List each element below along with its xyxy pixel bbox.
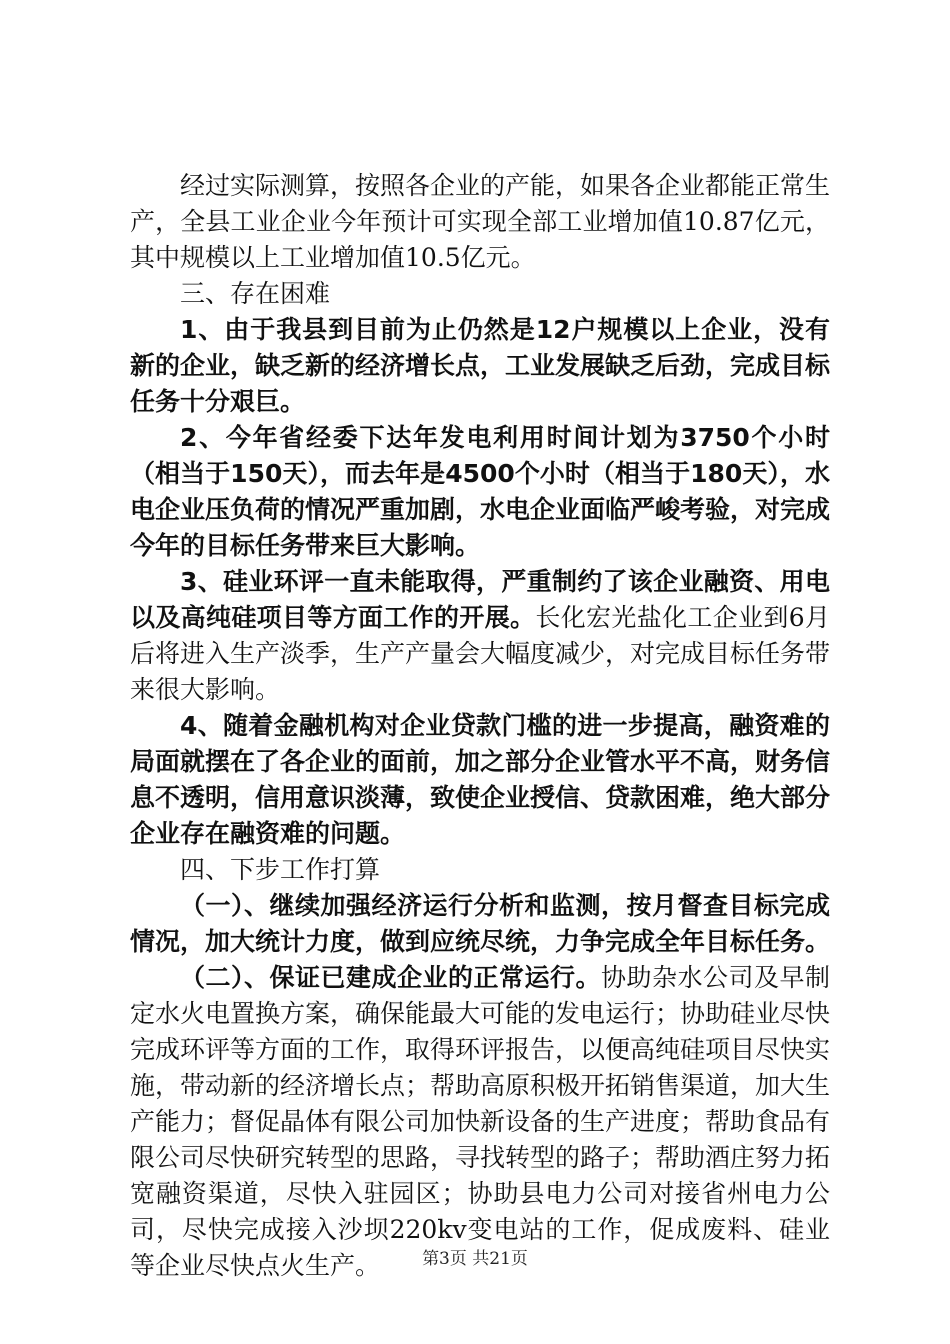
paragraph-difficulty-3-lead: 3、硅业环评一直未能取得，严重制约了该企业融资、用电以及高纯硅项目等方面工作的开展。 — [130, 567, 830, 632]
paragraph-difficulty-3 — [130, 564, 830, 708]
paragraph-step-1: （一）、继续加强经济运行分析和监测，按月督查目标完成情况，加大统计力度，做到应统尽统，力争完成全年目标任务。 — [130, 891, 831, 956]
page-number-footer: 第3页 共21页 — [422, 1249, 528, 1269]
paragraph-step-2-lead: （二）、保证已建成企业的正常运行。 — [180, 963, 601, 992]
paragraph-step-2-rest: 协助杂水公司及早制定水火电置换方案，确保能最大可能的发电运行；协助硅业尽快完成环评等方面的工作，取得环评报告，以便高纯硅项目尽快实施，带动新的经济增长点；帮助高原积极开拓销售渠道，加大生产能力；督促晶体有限公司加快新设备的生产进度；帮助食品有限公司尽快研究转型的思路，寻找转型的路子；帮助酒庄努力拓宽融资渠道，尽快入驻园区；协助县电力公司对接省州电力公司，尽快完成接入沙坝220kv变电站的工作，促成废料、硅业等企业尽快点火生产。 — [130, 963, 831, 1280]
paragraph-difficulty-3-rest: 长化宏光盐化工企业到6月后将进入生产淡季，生产产量会大幅度减少，对完成目标任务带来很大影响。 — [130, 603, 831, 704]
document-body — [130, 168, 830, 1284]
paragraph-difficulty-2: 2、今年省经委下达年发电利用时间计划为3750个小时（相当于150天），而去年是4500个小时（相当于180天），水电企业压负荷的情况严重加剧，水电企业面临严峻考验，对完成今年的目标任务带来巨大影响。 — [130, 423, 831, 560]
paragraph-production-estimate: 经过实际测算，按照各企业的产能，如果各企业都能正常生产，全县工业企业今年预计可实现全部工业增加值10.87亿元，其中规模以上工业增加值10.5亿元。 — [130, 171, 831, 272]
paragraph-difficulty-1: 1、由于我县到目前为止仍然是12户规模以上企业，没有新的企业，缺乏新的经济增长点，工业发展缺乏后劲，完成目标任务十分艰巨。 — [130, 315, 831, 416]
paragraph-difficulty-4: 4、随着金融机构对企业贷款门槛的进一步提高，融资难的局面就摆在了各企业的面前，加之部分企业管水平不高，财务信息不透明，信用意识淡薄，致使企业授信、贷款困难，绝大部分企业存在融资难的问题。 — [130, 711, 831, 848]
section-heading-difficulties: 三、存在困难 — [180, 279, 331, 308]
section-heading-next-steps: 四、下步工作打算 — [180, 855, 381, 884]
paragraph-step-2 — [130, 960, 830, 1284]
